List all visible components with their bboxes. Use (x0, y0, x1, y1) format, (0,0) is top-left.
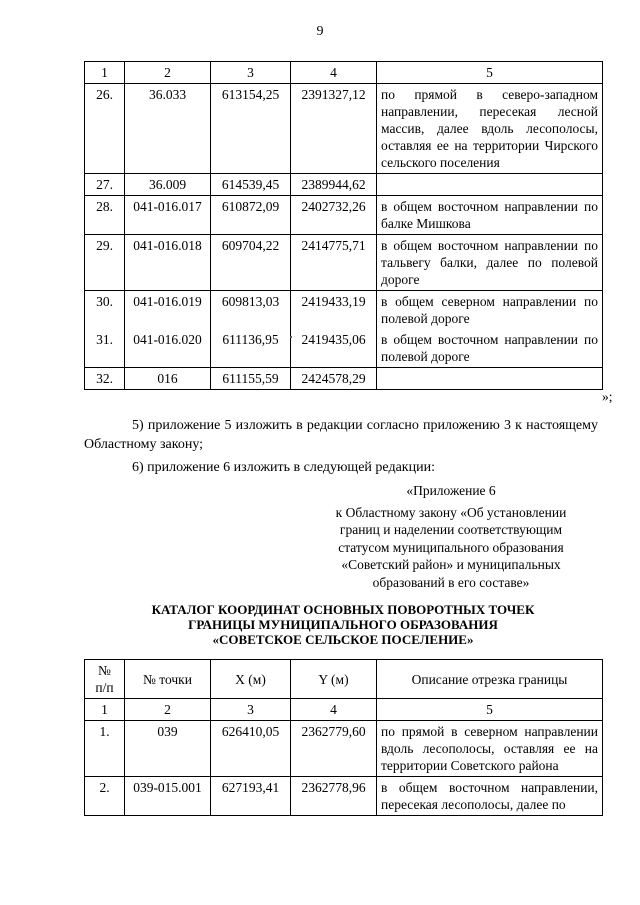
point-id: 016 (125, 368, 211, 390)
y-coordinate: 2362779,60 (291, 721, 377, 777)
row-number: 32. (85, 368, 125, 390)
catalog-title-line-3: «СОВЕТСКОЕ СЕЛЬСКОЕ ПОСЕЛЕНИЕ» (212, 632, 474, 647)
header-num-1: 1 (85, 62, 125, 84)
scan-speck (290, 336, 292, 338)
x-coordinate: 610872,09 (211, 196, 291, 235)
table-row (85, 291, 603, 330)
catalog-title-line-2: ГРАНИЦЫ МУНИЦИПАЛЬНОГО ОБРАЗОВАНИЯ (188, 617, 498, 632)
header-number-line-1: № (98, 663, 111, 678)
header-num-4: 4 (291, 62, 377, 84)
header-num-3: 3 (211, 62, 291, 84)
coordinates-table-continued (84, 61, 603, 390)
header-num-5: 5 (377, 62, 603, 84)
closing-quote: »; (602, 389, 613, 404)
x-coordinate: 611136,95 (211, 329, 291, 368)
header-y: Y (м) (291, 660, 377, 699)
catalog-title (84, 602, 602, 647)
x-coordinate: 614539,45 (211, 174, 291, 196)
y-coordinate: 2414775,71 (291, 235, 377, 291)
y-coordinate: 2424578,29 (291, 368, 377, 390)
segment-description (377, 368, 603, 390)
row-number: 2. (85, 777, 125, 816)
point-id: 039-015.001 (125, 777, 211, 816)
header-num-3: 3 (211, 699, 291, 721)
appendix-title: «Приложение 6 (406, 483, 496, 498)
table-row (85, 196, 603, 235)
table-row (85, 721, 603, 777)
x-coordinate: 627193,41 (211, 777, 291, 816)
page-number: 9 (316, 24, 324, 39)
segment-description: в общем восточном направлении по полевой дороге (377, 329, 603, 368)
segment-description: по прямой в северо-западном направлении, пересекая лесной массив, далее вдоль лесополосы, оставляя ее на территории Чирского сельского поселения (377, 84, 603, 174)
x-coordinate: 611155,59 (211, 368, 291, 390)
y-coordinate: 2419433,19 (291, 291, 377, 330)
segment-description (377, 174, 603, 196)
header-num-2: 2 (125, 62, 211, 84)
segment-description: в общем восточном направлении по балке Мишкова (377, 196, 603, 235)
table-header (85, 660, 603, 699)
segment-description: в общем северном направлении по полевой дороге (377, 291, 603, 330)
table-row (85, 174, 603, 196)
row-number: 29. (85, 235, 125, 291)
y-coordinate: 2362778,96 (291, 777, 377, 816)
header-num-5: 5 (377, 699, 603, 721)
table-header-numbers (85, 699, 603, 721)
point-id: 36.009 (125, 174, 211, 196)
header-point: № точки (125, 660, 211, 699)
segment-description: в общем восточном направлении, пересекая лесополосы, далее по (377, 777, 603, 816)
header-num-4: 4 (291, 699, 377, 721)
point-id: 041-016.019 (125, 291, 211, 330)
x-coordinate: 613154,25 (211, 84, 291, 174)
header-number (85, 660, 125, 699)
y-coordinate: 2402732,26 (291, 196, 377, 235)
point-id: 041-016.020 (125, 329, 211, 368)
header-number-line-2: п/п (95, 680, 114, 695)
table-row (85, 235, 603, 291)
paragraph-item-6: 6) приложение 6 изложить в следующей редакции: (132, 460, 435, 475)
header-x: X (м) (211, 660, 291, 699)
x-coordinate: 609704,22 (211, 235, 291, 291)
point-id: 041-016.018 (125, 235, 211, 291)
row-number: 31. (85, 329, 125, 368)
point-id: 041-016.017 (125, 196, 211, 235)
table-header-numbers (85, 62, 603, 84)
row-number: 27. (85, 174, 125, 196)
header-num-1: 1 (85, 699, 125, 721)
y-coordinate: 2419435,06 (291, 329, 377, 368)
coordinates-table (84, 659, 603, 816)
paragraph-item-5: 5) приложение 5 изложить в редакции согласно приложению 3 к настоящему Областному закону; (84, 418, 598, 452)
row-number: 26. (85, 84, 125, 174)
row-number: 1. (85, 721, 125, 777)
appendix-subtitle: к Областному закону «Об установлении границ и наделении соответствующим статусом муниципального образования «Советский район» и муниципальных образований в его составе» (335, 504, 567, 590)
appendix-heading (320, 482, 582, 591)
row-number: 30. (85, 291, 125, 330)
x-coordinate: 626410,05 (211, 721, 291, 777)
x-coordinate: 609813,03 (211, 291, 291, 330)
table-row (85, 777, 603, 816)
point-id: 36.033 (125, 84, 211, 174)
table-row (85, 368, 603, 390)
header-num-2: 2 (125, 699, 211, 721)
table-row (85, 329, 603, 368)
header-description: Описание отрезка границы (377, 660, 603, 699)
y-coordinate: 2389944,62 (291, 174, 377, 196)
point-id: 039 (125, 721, 211, 777)
segment-description: в общем восточном направлении по тальвегу балки, далее по полевой дороге (377, 235, 603, 291)
row-number: 28. (85, 196, 125, 235)
table-row (85, 84, 603, 174)
catalog-title-line-1: КАТАЛОГ КООРДИНАТ ОСНОВНЫХ ПОВОРОТНЫХ ТОЧЕК (151, 602, 535, 617)
y-coordinate: 2391327,12 (291, 84, 377, 174)
segment-description: по прямой в северном направлении вдоль лесополосы, оставляя ее на территории Советского района (377, 721, 603, 777)
